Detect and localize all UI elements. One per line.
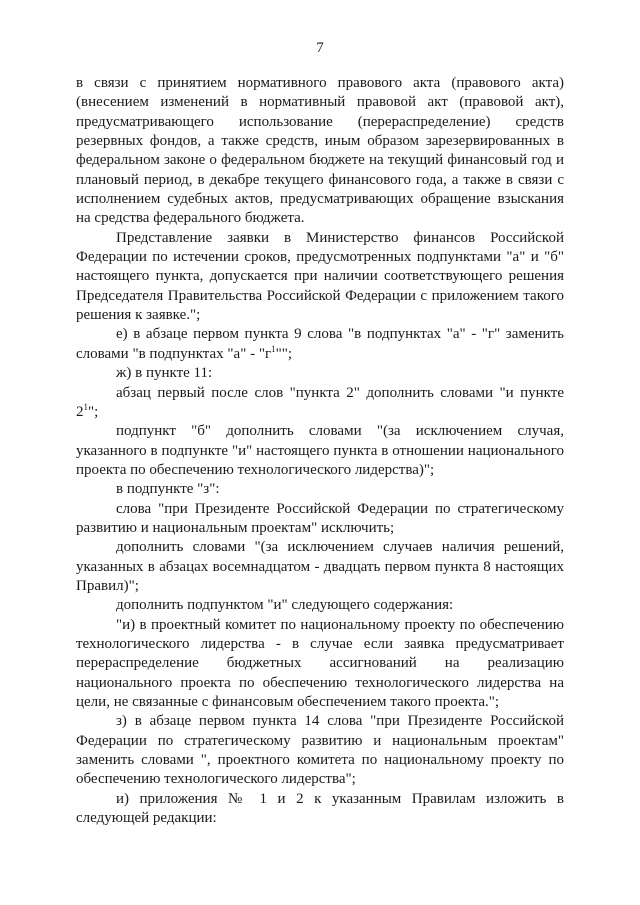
paragraph (76, 596, 564, 615)
document-body (76, 74, 564, 828)
paragraph-text: подпункт "б" дополнить словами "(за исключением случая, указанного в подпункте "и" настоящего пункта в отношении национального проекта по обеспечению технологического лидерства)"; (76, 423, 564, 478)
superscript: 1 (271, 343, 276, 354)
paragraph-text: и) приложения № 1 и 2 к указанным Правилам изложить в следующей редакции: (76, 790, 564, 827)
paragraph-text: з) в абзаце первом пункта 14 слова "при Президенте Российской Федерации по стратегическому развитию и национальным проектам" заменить словами ", проектного комитета по национальному проекту по обеспечению технологического лидерства"; (76, 713, 564, 788)
paragraph (76, 538, 564, 596)
paragraph-text: е) в абзаце первом пункта 9 слова "в подпунктах "а" - "г" заменить словами "в подпунктах "а" - "г (76, 326, 564, 362)
paragraph-text: дополнить словами "(за исключением случаев наличия решений, указанных в абзацах восемнадцатом - двадцать первом пункта 8 настоящих Правил)"; (76, 539, 564, 594)
paragraph (76, 74, 564, 229)
page-number: 7 (316, 40, 324, 56)
paragraph-text: в связи с принятием нормативного правового акта (правового акта) (внесением изменений в нормативный правовой акт (правовой акт), предусматривающего использование (перераспределение) средств резервных фондов, а также средств, иным образом зарезервированных в федеральном законе о федеральном бюджете на текущий финансовый год и плановый период, в декабре текущего финансового года, а также в связи с исполнением судебных актов, предусматривающих обращение взыскания на средства федерального бюджета. (76, 75, 564, 227)
paragraph-text: ж) в пункте 11: (116, 365, 213, 382)
paragraph (76, 325, 564, 364)
paragraph-text: "и) в проектный комитет по национальному проекту по обеспечению технологического лидерства - в случае если заявка предусматривает перераспределение бюджетных ассигнований на реализацию национального проекта по обеспечению технологического лидерства на цели, не связанные с финансовым обеспечением такого проекта."; (76, 616, 564, 710)
paragraph-text: дополнить подпунктом "и" следующего содержания: (116, 597, 454, 614)
paragraph-tail: ""; (275, 345, 293, 362)
paragraph-text: слова "при Президенте Российской Федерации по стратегическому развитию и национальным проектам" исключить; (76, 500, 564, 536)
paragraph-text: абзац первый после слов "пункта 2" дополнить словами "и пункте 2 (76, 384, 564, 420)
paragraph (76, 616, 564, 713)
superscript: 1 (83, 401, 88, 412)
paragraph (76, 790, 564, 829)
paragraph-text: Представление заявки в Министерство финансов Российской Федерации по истечении сроков, предусмотренных подпунктами "а" и "б" настоящего пункта, допускается при наличии соответствующего решения Председателя Правительства Российской Федерации с приложением такого решения к заявке."; (76, 229, 564, 324)
paragraph-tail: "; (88, 403, 99, 420)
paragraph (76, 384, 564, 423)
paragraph (76, 422, 564, 480)
paragraph (76, 712, 564, 789)
paragraph (76, 480, 564, 499)
paragraph (76, 500, 564, 539)
paragraph (76, 364, 564, 383)
paragraph (76, 229, 564, 326)
paragraph-text: в подпункте "з": (116, 481, 220, 498)
